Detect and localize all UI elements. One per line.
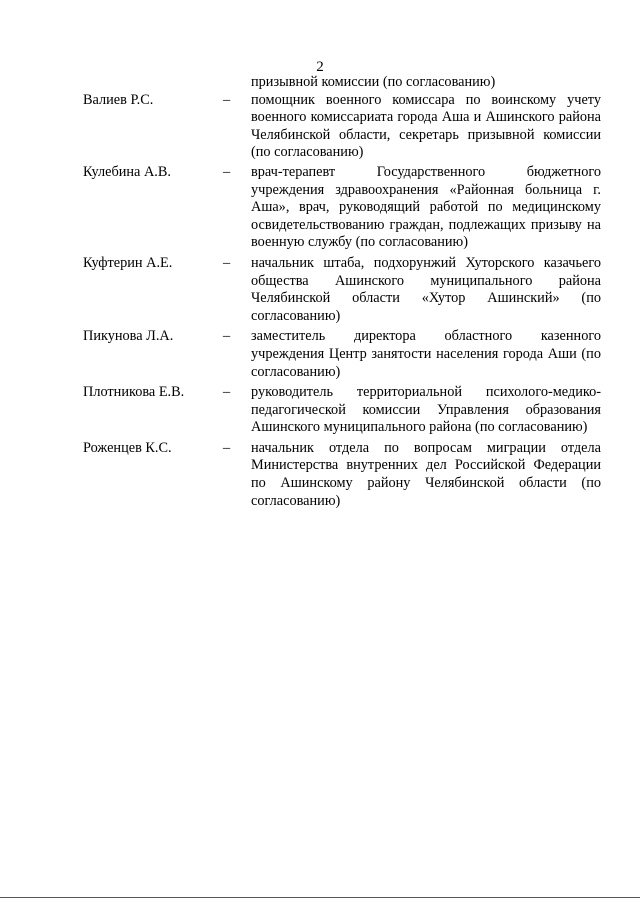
member-row (83, 92, 601, 162)
dash-separator: – (223, 254, 231, 271)
member-role: врач-терапевт Государственного бюджетного учреждения здравоохранения «Районная больница г. Аша», врач, руководящий работой по медицинскому освидетельствованию граждан, подлежащих призыву на военную службу (по согласованию) (251, 163, 601, 251)
dash-separator: – (223, 91, 231, 108)
continued-role-text: призывной комиссии (по согласованию) (251, 74, 496, 90)
member-name: Валиев Р.С. (83, 91, 154, 108)
page-number: 2 (316, 59, 324, 75)
commission-member-list (83, 74, 601, 510)
member-role: руководитель территориальной психолого-медико-педагогической комиссии Управления образования Ашинского муниципального района (по согласованию) (251, 384, 601, 436)
member-row (83, 255, 601, 325)
dash-separator: – (223, 328, 231, 345)
member-name: Роженцев К.С. (83, 439, 172, 456)
member-role: начальник штаба, подхорунжий Хуторского казачьего общества Ашинского муниципального района Челябинской области «Хутор Ашинский» (по согласованию) (251, 254, 601, 324)
member-name: Пикунова Л.А. (83, 328, 174, 345)
dash-separator: – (223, 163, 231, 180)
member-name: Куфтерин А.Е. (83, 254, 173, 271)
member-row (83, 328, 601, 381)
member-name: Плотникова Е.В. (83, 384, 185, 401)
dash-separator: – (223, 384, 231, 401)
dash-separator: – (223, 439, 231, 456)
member-row (83, 384, 601, 437)
member-role: помощник военного комиссара по воинскому учету военного комиссариата города Аша и Ашинского района Челябинской области, секретарь призывной комиссии (по согласованию) (251, 91, 601, 161)
member-role: заместитель директора областного казенного учреждения Центр занятости населения города Аши (по согласованию) (251, 328, 601, 380)
member-row (83, 164, 601, 252)
member-name: Кулебина А.В. (83, 163, 171, 180)
page-bottom-edge (0, 897, 640, 898)
member-row (83, 440, 601, 510)
member-role: начальник отдела по вопросам миграции отдела Министерства внутренних дел Российской Федерации по Ашинскому району Челябинской области (по согласованию) (251, 439, 601, 509)
